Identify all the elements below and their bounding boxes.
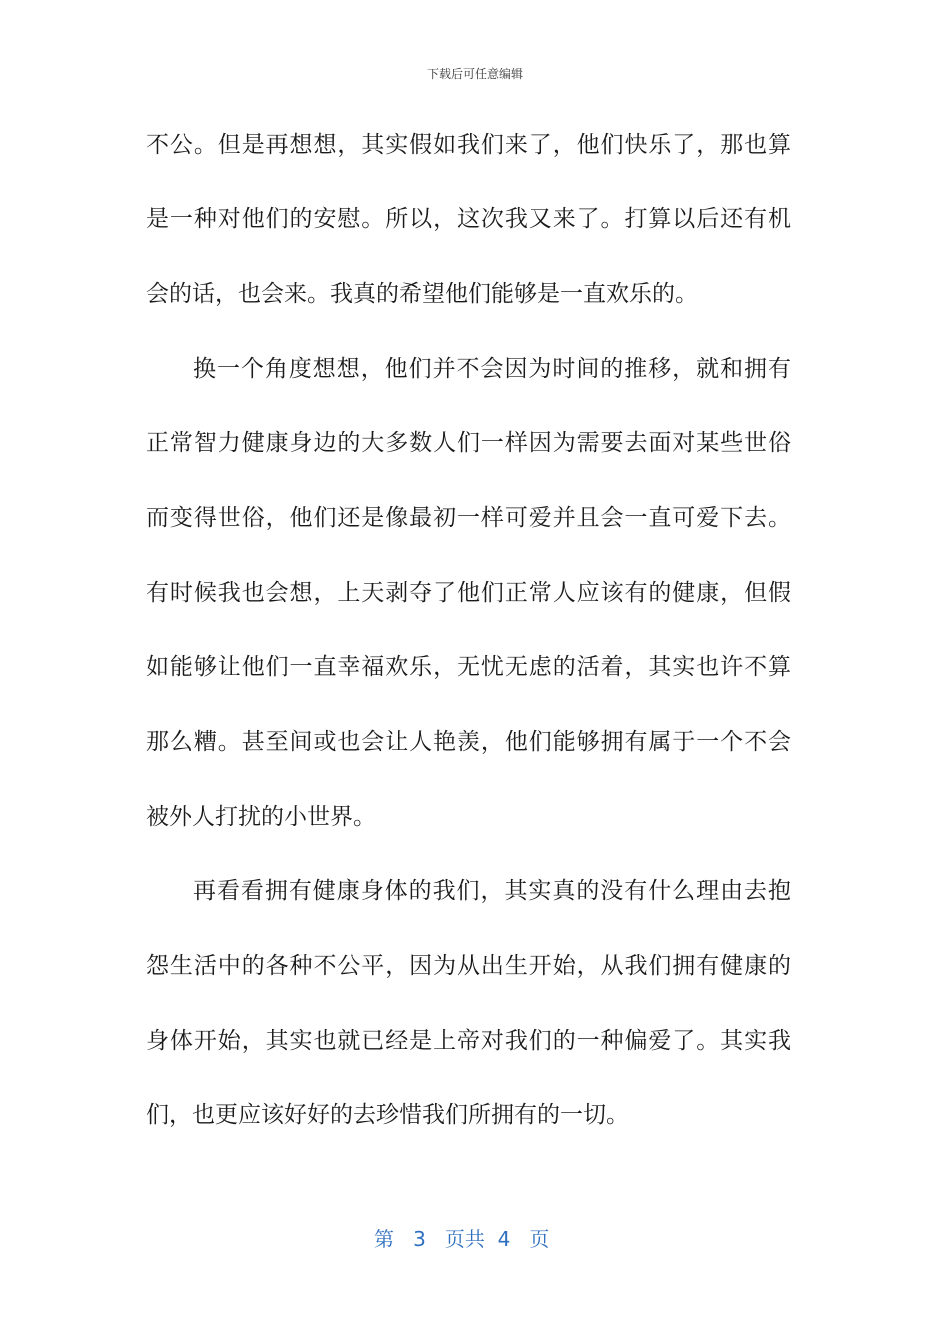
paragraph-3-line-1: 再看看拥有健康身体的我们，其实真的没有什么理由去抱 <box>193 878 791 904</box>
current-page-number: 3 <box>413 1227 426 1251</box>
footer-prefix: 第 <box>374 1227 394 1251</box>
total-page-number: 4 <box>497 1227 511 1251</box>
footer-middle: 页共 <box>444 1227 485 1251</box>
paragraph-2-line-4: 有时候我也会想，上天剥夺了他们正常人应该有的健康，但假 <box>146 580 791 606</box>
paragraph-1-line-1: 不公。但是再想想，其实假如我们来了，他们快乐了，那也算 <box>146 132 791 158</box>
footer-suffix: 页 <box>529 1227 550 1251</box>
paragraph-2-line-5: 如能够让他们一直幸福欢乐，无忧无虑的活着，其实也许不算 <box>146 654 791 680</box>
page-number-footer <box>374 1226 549 1252</box>
paragraph-2-line-2: 正常智力健康身边的大多数人们一样因为需要去面对某些世俗 <box>146 430 791 456</box>
paragraph-3-line-2: 怨生活中的各种不公平，因为从出生开始，从我们拥有健康的 <box>146 953 791 979</box>
paragraph-2-line-7: 被外人打扰的小世界。 <box>146 804 376 830</box>
paragraph-3-line-3: 身体开始，其实也就已经是上帝对我们的一种偏爱了。其实我 <box>146 1028 791 1054</box>
paragraph-3-line-4: 们，也更应该好好的去珍惜我们所拥有的一切。 <box>146 1102 629 1128</box>
paragraph-2-line-6: 那么糟。甚至间或也会让人艳羡，他们能够拥有属于一个不会 <box>146 729 791 755</box>
paragraph-1-line-2: 是一种对他们的安慰。所以，这次我又来了。打算以后还有机 <box>146 206 791 232</box>
page-header-note: 下载后可任意编辑 <box>426 67 523 81</box>
paragraph-1-line-3: 会的话，也会来。我真的希望他们能够是一直欢乐的。 <box>146 281 698 307</box>
paragraph-2-line-1: 换一个角度想想，他们并不会因为时间的推移，就和拥有 <box>193 356 791 382</box>
paragraph-2-line-3: 而变得世俗，他们还是像最初一样可爱并且会一直可爱下去。 <box>146 505 791 531</box>
